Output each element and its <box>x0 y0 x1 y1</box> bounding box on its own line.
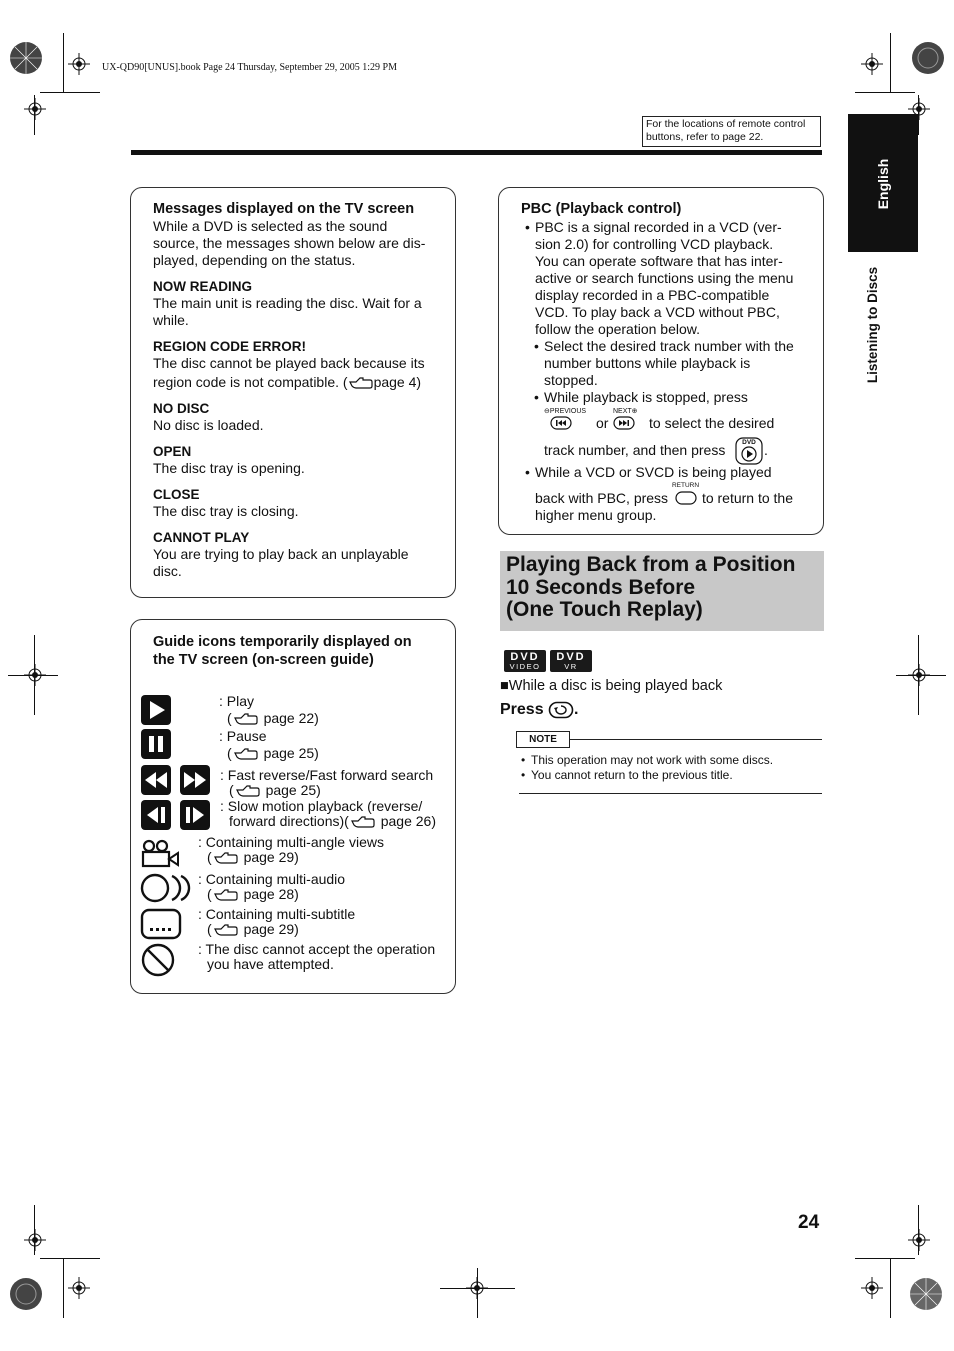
skip-forward-icon <box>613 416 635 430</box>
registration-mark-icon <box>908 1276 944 1312</box>
message-desc: No disc is loaded. <box>153 417 264 433</box>
note-rule-bottom <box>519 793 822 794</box>
messages-content <box>153 201 453 580</box>
pointing-hand-icon <box>212 923 240 937</box>
guide-title-line: the TV screen (on-screen guide) <box>153 652 374 668</box>
return-label: RETURN <box>671 482 700 489</box>
language-tab-label: English <box>875 158 891 210</box>
note-item <box>521 753 821 768</box>
intro-line: While a DVD is selected as the sound <box>153 218 388 234</box>
message-label: REGION CODE ERROR! <box>153 339 307 354</box>
replay-button-icon <box>548 701 574 719</box>
fast-reverse-icon <box>140 764 172 796</box>
message-desc <box>153 374 453 391</box>
bullet: • <box>521 768 526 782</box>
bullet: • <box>525 219 530 235</box>
header-rule <box>131 150 822 155</box>
section-tab-label: Listening to Discs <box>865 266 880 384</box>
page-ref: page 22) <box>263 710 319 726</box>
pointing-hand-icon <box>232 747 260 761</box>
previous-arrow-icon: ⊖ <box>544 408 550 415</box>
message-label: CANNOT PLAY <box>153 530 250 545</box>
guide-entry-ref <box>198 850 384 865</box>
multi-audio-icon <box>140 872 196 904</box>
pbc-line: You can operate software that has inter- <box>535 253 783 269</box>
guide-entry-subtitle <box>198 907 355 937</box>
guide-entry-line: : The disc cannot accept the operation <box>198 941 436 957</box>
page-ref: page 29) <box>243 849 299 865</box>
guide-entry-audio <box>198 872 345 902</box>
next-arrow-icon: ⊕ <box>631 408 638 415</box>
pbc-line <box>535 482 820 507</box>
message-desc: The disc tray is opening. <box>153 460 305 476</box>
pbc-line: VCD. To play back a VCD without PBC, <box>535 304 780 320</box>
bullet: • <box>525 464 530 480</box>
note-item <box>521 768 821 783</box>
registration-mark-icon <box>910 40 946 76</box>
remote-reference-note <box>642 116 821 147</box>
subtitle-icon <box>140 908 182 940</box>
pbc-line: While playback is stopped, press <box>544 389 748 405</box>
logo-text: DVD <box>510 651 540 663</box>
pbc-line: number buttons while playback is <box>544 355 751 371</box>
pbc-line: PBC is a signal recorded in a VCD (ver- <box>535 219 782 235</box>
pause-icon <box>140 728 172 760</box>
ref-note-line: buttons, refer to page 22. <box>646 131 764 143</box>
previous-button-glyph <box>544 408 594 434</box>
dvd-play-button-glyph <box>735 437 765 465</box>
crosshair-icon <box>24 98 46 120</box>
guide-entry-line: : Slow motion playback (reverse/ <box>220 798 423 814</box>
note-text: You cannot return to the previous title. <box>531 768 733 782</box>
guide-entry-pause <box>219 728 319 762</box>
message-desc: The disc cannot be played back because its <box>153 355 425 371</box>
period: . <box>764 442 768 458</box>
replay-heading <box>500 551 824 631</box>
guide-title <box>153 633 453 669</box>
crosshair-icon <box>24 1229 46 1251</box>
crosshair-icon <box>908 1229 930 1251</box>
sub-bullet-item <box>525 389 815 406</box>
guide-entry-line: : Containing multi-angle views <box>198 834 384 850</box>
pbc-line: While a VCD or SVCD is being played <box>535 464 772 480</box>
message-label: OPEN <box>153 444 192 459</box>
guide-entry-ref <box>198 922 355 937</box>
logo-text: DVD <box>556 651 586 663</box>
registration-mark-icon <box>8 40 44 76</box>
dvd-button-label: DVD <box>742 439 756 446</box>
paren: ( <box>229 782 234 798</box>
pbc-line: sion 2.0) for controlling VCD playback. <box>535 236 774 252</box>
guide-entry-line: : Containing multi-subtitle <box>198 906 356 922</box>
play-icon <box>140 694 172 726</box>
message-desc-text: region code is not compatible. ( <box>153 374 348 390</box>
select-text: to select the desired <box>649 415 775 431</box>
guide-entry-line: : Play <box>219 693 255 709</box>
paren: ( <box>207 849 212 865</box>
heading-line: 10 Seconds Before <box>506 575 696 599</box>
note-text: This operation may not work with some discs. <box>531 753 774 767</box>
guide-entry-search <box>220 768 433 798</box>
ref-note-line: For the locations of remote control <box>646 118 806 130</box>
guide-entry-line: you have attempted. <box>207 956 334 972</box>
fast-forward-icon <box>179 764 211 796</box>
slow-reverse-icon <box>140 799 172 831</box>
dvd-vr-logo <box>550 650 592 672</box>
guide-entry-line: : Fast reverse/Fast forward search <box>220 767 434 783</box>
press-text: Press <box>500 701 544 718</box>
messages-title: Messages displayed on the TV screen <box>153 201 415 217</box>
paren: ( <box>207 921 212 937</box>
paren: ( <box>207 886 212 902</box>
message-desc: The main unit is reading the disc. Wait for a <box>153 295 422 311</box>
note-list <box>521 753 821 783</box>
crosshair-icon <box>861 1277 883 1299</box>
camera-angle-icon <box>140 838 180 870</box>
page-ref: page 28) <box>243 886 299 902</box>
or-text: or <box>596 415 609 431</box>
pbc-line: active or search functions using the menu <box>535 270 794 286</box>
pointing-hand-icon <box>234 784 262 798</box>
message-desc: disc. <box>153 563 182 579</box>
dvd-video-logo <box>504 650 546 672</box>
slow-forward-icon <box>179 799 211 831</box>
page-number: 24 <box>798 1212 820 1233</box>
crosshair-icon <box>68 53 90 75</box>
crosshair-icon <box>24 664 46 686</box>
message-label: CLOSE <box>153 487 200 502</box>
guide-entry-line: : Containing multi-audio <box>198 871 346 887</box>
pointing-hand-icon <box>212 851 240 865</box>
logo-text: VIDEO <box>509 662 541 671</box>
note-rule-top <box>570 739 822 740</box>
pbc-text: back with PBC, press <box>535 490 669 506</box>
message-label: NO DISC <box>153 401 210 416</box>
heading-line: Playing Back from a Position <box>506 553 796 576</box>
guide-entry-ref <box>219 710 319 727</box>
previous-label: PREVIOUS <box>549 408 587 415</box>
page-ref: page 4) <box>373 374 422 390</box>
pbc-line: display recorded in a PBC-compatible <box>535 287 770 303</box>
logo-text: VR <box>564 662 578 671</box>
return-button-glyph <box>671 482 702 506</box>
next-button-glyph <box>613 408 649 434</box>
guide-entry-ref <box>198 887 345 902</box>
replay-condition: ■While a disc is being played back <box>500 678 723 694</box>
message-desc: The disc tray is closing. <box>153 503 299 519</box>
guide-entry-slow <box>220 799 436 829</box>
prohibited-icon <box>140 942 176 978</box>
note-label: NOTE <box>516 731 570 748</box>
crosshair-icon <box>908 664 930 686</box>
bullet: • <box>534 389 539 405</box>
bullet: • <box>534 338 539 354</box>
page-ref: page 25) <box>265 782 321 798</box>
pbc-bullet2 <box>525 464 820 524</box>
return-button-icon <box>675 491 697 505</box>
message-desc: while. <box>153 312 189 328</box>
pbc-title: PBC (Playback control) <box>521 201 682 217</box>
track-text: track number, and then press <box>544 442 726 458</box>
guide-entry-ref <box>219 745 319 762</box>
next-label: NEXT <box>613 408 632 415</box>
pointing-hand-icon <box>349 815 377 829</box>
intro-line: played, depending on the status. <box>153 252 356 268</box>
crosshair-icon <box>466 1277 488 1299</box>
pbc-line: higher menu group. <box>535 507 657 523</box>
bullet-item <box>525 464 820 524</box>
paren: ( <box>227 745 232 761</box>
crosshair-icon <box>68 1277 90 1299</box>
file-header: UX-QD90[UNUS].book Page 24 Thursday, September 29, 2005 1:29 PM <box>102 62 397 73</box>
message-desc: You are trying to play back an unplayable <box>153 546 409 562</box>
pbc-line: Select the desired track number with the <box>544 338 794 354</box>
registration-mark-icon <box>8 1276 44 1312</box>
bullet: • <box>521 753 526 767</box>
paren: ( <box>227 710 232 726</box>
pointing-hand-icon <box>232 712 260 726</box>
pointing-hand-icon <box>348 376 374 390</box>
page-ref: page 25) <box>263 745 319 761</box>
pbc-bullet1 <box>525 219 815 406</box>
sub-bullet-item <box>525 338 815 389</box>
guide-entry-prohibited <box>198 942 435 972</box>
heading-line: (One Touch Replay) <box>506 598 703 621</box>
guide-entry-play <box>219 693 319 727</box>
guide-title-line: Guide icons temporarily displayed on <box>153 634 412 650</box>
message-label: NOW READING <box>153 279 252 294</box>
pbc-line: stopped. <box>544 372 598 388</box>
guide-entry-ref <box>220 783 433 798</box>
pbc-line: follow the operation below. <box>535 321 700 337</box>
crosshair-icon <box>861 53 883 75</box>
guide-entry-line: : Pause <box>219 728 267 744</box>
page-ref: page 26) <box>380 813 436 829</box>
pbc-text: to return to the <box>701 490 794 506</box>
guide-entry-angle <box>198 835 384 865</box>
bullet-item <box>525 219 815 338</box>
page-ref: page 29) <box>243 921 299 937</box>
replay-press: Press . <box>500 701 579 718</box>
guide-entry-text: forward directions)( <box>229 813 349 829</box>
pointing-hand-icon <box>212 888 240 902</box>
guide-entry-ref <box>220 814 436 829</box>
skip-back-icon <box>550 416 572 430</box>
intro-line: source, the messages shown below are dis- <box>153 235 426 251</box>
